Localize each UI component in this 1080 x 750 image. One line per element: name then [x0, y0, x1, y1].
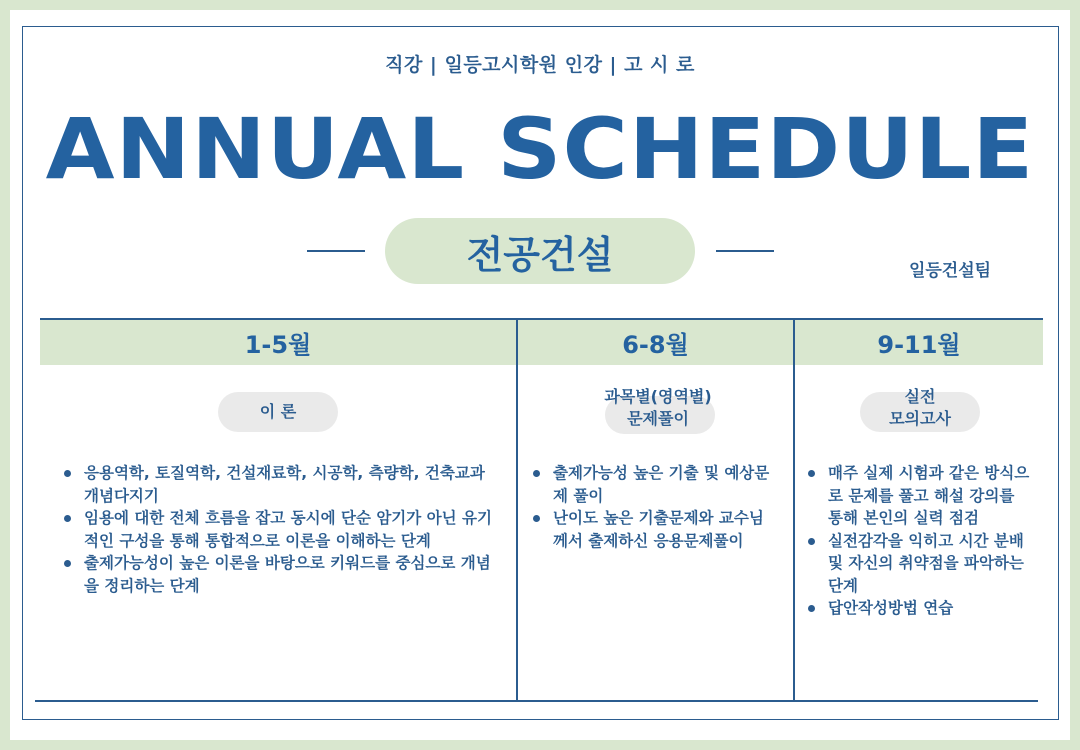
period-header-1 [40, 320, 516, 365]
period-label: 1-5월 [244, 331, 312, 359]
period-header-2 [518, 320, 793, 365]
stage-tag-problems-label [558, 386, 758, 430]
stage-tag-line: 모의고사 [889, 409, 951, 428]
list-item: 임용에 대한 전체 흐름을 잡고 동시에 단순 암기가 아닌 유기적인 구성을 통해 통합적으로 이론을 이해하는 단계 [62, 507, 502, 552]
stage-tag-line: 실전 [904, 387, 936, 406]
list-item: 매주 실제 시험과 같은 방식으로 문제를 풀고 해설 강의를 통해 본인의 실력 점검 [806, 462, 1034, 530]
column-1-list [62, 462, 502, 597]
right-dash-divider [716, 250, 774, 252]
left-dash-divider [307, 250, 365, 252]
team-name: 일등건설팀 [908, 261, 992, 281]
column-2-list [531, 462, 771, 552]
list-item: 실전감각을 익히고 시간 분배 및 자신의 취약점을 파악하는 단계 [806, 530, 1034, 598]
table-bottom-border [35, 700, 1038, 702]
column-divider [793, 319, 795, 701]
subject-label: 전공건설 [466, 232, 614, 277]
stage-tag-mock-exam-label [820, 386, 1020, 430]
stage-tag-line: 문제풀이 [627, 409, 689, 428]
subject-pill [385, 218, 695, 284]
list-item: 답안작성방법 연습 [806, 597, 1034, 620]
stage-tag-theory [218, 392, 338, 432]
period-header-3 [795, 320, 1043, 365]
column-divider [516, 319, 518, 701]
page-title: ANNUAL SCHEDULE [45, 100, 1035, 198]
list-item: 난이도 높은 기출문제와 교수님께서 출제하신 응용문제풀이 [531, 507, 771, 552]
column-3-list [806, 462, 1034, 620]
list-item: 출제가능성 높은 기출 및 예상문제 풀이 [531, 462, 771, 507]
period-label: 9-11월 [877, 331, 961, 359]
stage-tag-line: 과목별(영역별) [604, 387, 712, 406]
list-item: 출제가능성이 높은 이론을 바탕으로 키워드를 중심으로 개념을 정리하는 단계 [62, 552, 502, 597]
stage-tag-label: 이 론 [259, 402, 297, 421]
list-item: 응용역학, 토질역학, 건설재료학, 시공학, 측량학, 건축교과 개념다지기 [62, 462, 502, 507]
period-label: 6-8월 [622, 331, 689, 359]
academy-subtitle: 직강 | 일등고시학원 인강 | 고 시 로 [385, 54, 695, 76]
